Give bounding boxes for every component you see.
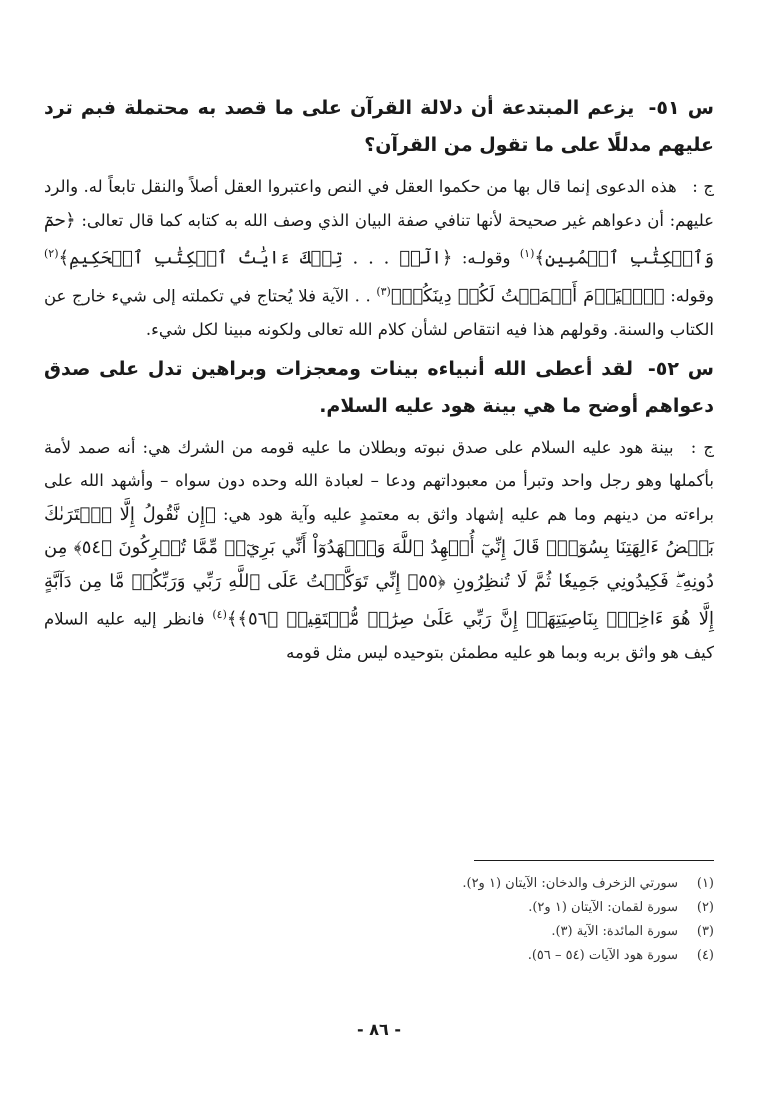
question-52: [44, 351, 714, 425]
footnote-divider: [474, 860, 714, 861]
footnote-item: [44, 920, 714, 944]
footnote-text: سورة لقمان: الآيتان (١ و٢).: [528, 900, 678, 915]
answer-text: وقوله:: [670, 286, 714, 306]
footnote-number: (٣): [696, 924, 714, 939]
answer-marker: ج :: [690, 437, 714, 457]
footnote-text: سورة هود الآيات (٥٤ – ٥٦).: [527, 948, 678, 963]
footnote-reference: (٤): [212, 608, 227, 621]
footnote-reference: (١): [519, 247, 535, 260]
answer-marker: ج :: [692, 177, 714, 196]
question-51: [44, 90, 714, 164]
footnote-text: سورتي الزخرف والدخان: الآيتان (١ و٢).: [462, 876, 678, 891]
answer-text: بينة هود عليه السلام على صدق نبوته وبطلان ما عليه قومه من الشرك هي: أنه صمد لأمة بأكملها وهو رجل واحد وتبرأ من معبوداتهم ودعا – لعبادة الله وحده دون سواه – وأشهد الله على براءته من دينهم وما هم عليه إشهاد واثق به معتمدٍ عليه وآية هود هي:: [44, 437, 714, 524]
question-number: س ٥١-: [648, 97, 714, 119]
quran-verse: ﴿حمٓ وَٱلۡكِتَٰبِ ٱلۡمُبِينِ﴾: [44, 209, 715, 269]
footnote-item: [44, 872, 714, 896]
answer-51: [44, 170, 714, 347]
answer-text: هذه الدعوى إنما قال بها من حكموا العقل في النص واعتبروا العقل أصلاً والنقل تابعاً له. والرد عليهم: أن دعواهم غير صحيحة لأنها تنافي صفة البيان الذي وصف الله به كتابه كما قال تعالى:: [44, 177, 715, 230]
footnotes: [44, 872, 714, 968]
answer-text: . . الآية فلا يُحتاج في تكملته إلى شيء خارج عن الكتاب والسنة. وقولهم هذا فيه انتقاص لشأن كلام الله تعالى ولكونه مبينا لكل شيء.: [44, 286, 714, 339]
footnote-item: [44, 944, 714, 968]
answer-text: وقولـه:: [461, 248, 511, 268]
footnote-number: (١): [696, 876, 714, 891]
footnote-number: (٤): [696, 948, 714, 963]
quran-verse: ﴿إِن نَّقُولُ إِلَّا ٱعۡتَرَىٰكَ بَعۡضُ ءَالِهَتِنَا بِسُوٓءٖۗ قَالَ إِنِّيٓ أُشۡهِدُ ٱللَّهَ وَٱشۡهَدُوٓاْ أَنِّي بَرِيٓءٞ مِّمَّا تُشۡرِكُونَ ﴿٥٤﴾ مِن دُونِهِۦۖ فَكِيدُونِي جَمِيعٗا ثُمَّ لَا تُنظِرُونِ ﴿٥٥﴾ إِنِّي تَوَكَّلۡتُ عَلَى ٱللَّهِ رَبِّي وَرَبِّكُمۚ مَّا مِن دَآبَّةٍ إِلَّا هُوَ ءَاخِذُۢ بِنَاصِيَتِهَآۚ إِنَّ رَبِّي عَلَىٰ صِرَٰطٖ مُّسۡتَقِيمٖ ﴿٥٦﴾﴾: [44, 503, 714, 630]
footnote-item: [44, 896, 714, 920]
footnote-text: سورة المائدة: الآية (٣).: [551, 924, 678, 939]
question-number: س ٥٢-: [647, 357, 714, 380]
question-text: لقد أعطى الله أنبياءه بينات ومعجزات وبراهين تدل على صدق دعواهم أوضح ما هي بينة هود عليه السلام.: [44, 357, 714, 417]
question-text: يزعم المبتدعة أن دلالة القرآن على ما قصد به محتملة فبم ترد عليهم مدللًا على ما تقول من القرآن؟: [44, 97, 714, 156]
footnote-reference: (٣): [376, 285, 391, 298]
quran-verse: ﴿الٓرۚ . . . تِلۡكَ ءَايَٰتُ ٱلۡكِتَٰبِ ٱلۡحَكِيمِ﴾: [58, 247, 453, 269]
answer-52: [44, 431, 714, 670]
quran-verse: ﴿ٱلۡيَوۡمَ أَكۡمَلۡتُ لَكُمۡ دِينَكُمۡ﴾: [390, 285, 665, 307]
footnote-number: (٢): [696, 900, 714, 915]
answer-text: فانظر إليه عليه السلام كيف هو واثق بربه وبما هو عليه مطمئن بتوحيده ليس مثل قومه: [44, 609, 714, 662]
page-number: - ٨٦ -: [357, 1020, 401, 1039]
page-body: [44, 90, 714, 674]
footnote-reference: (٢): [44, 247, 59, 260]
